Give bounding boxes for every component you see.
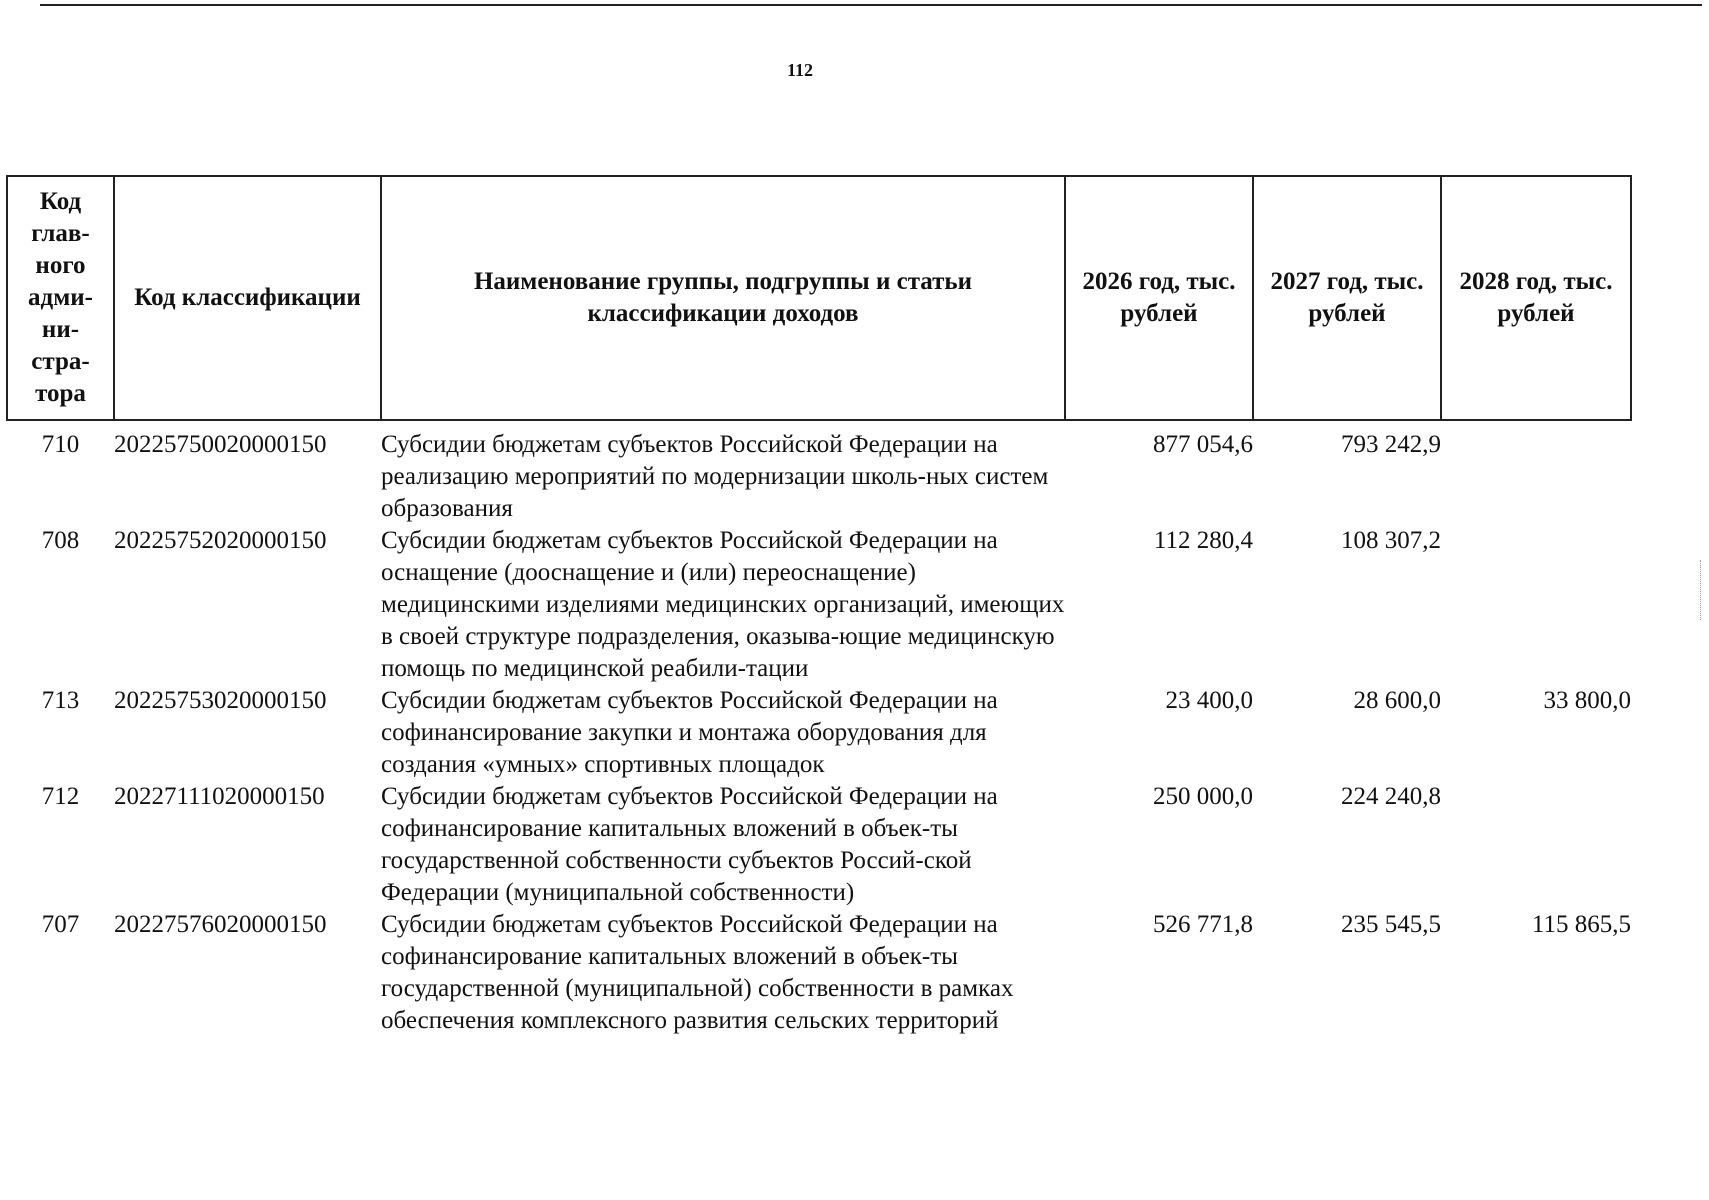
cell-name: Субсидии бюджетам субъектов Российской Федерации на софинансирование капитальных вложений в объек-ты государственной (муниципальной) собственности в рамках обеспечения комплексного развития сельских территорий [381,911,1014,1034]
cell-admin: 708 [41,527,80,554]
cell-2026: 877 054,6 [1153,431,1253,458]
cell-2027: 108 307,2 [1341,527,1441,554]
cell-2028 [1441,525,1631,685]
revenue-table [6,175,1632,1037]
cell-2026: 526 771,8 [1153,911,1253,938]
cell-admin: 713 [41,687,80,714]
header-name: Наименование группы, подгруппы и статьи классификации доходов [381,176,1065,420]
table-row [7,781,1631,909]
cell-2028 [1441,781,1631,909]
cell-2027: 793 242,9 [1341,431,1441,458]
cell-2028: 115 865,5 [1531,911,1631,938]
header-year-2026: 2026 год, тыс. рублей [1065,176,1253,420]
cell-admin: 710 [41,431,80,458]
cell-2027: 235 545,5 [1341,911,1441,938]
table-row [7,525,1631,685]
header-admin-code: Код глав- ного адми- ни- стра- тора [7,176,114,420]
cell-2026: 23 400,0 [1165,687,1253,714]
cell-code: 20225753020000150 [114,687,327,714]
cell-2026: 112 280,4 [1153,527,1253,554]
cell-2026: 250 000,0 [1153,783,1253,810]
page-number: 112 [786,60,813,80]
top-border-rule [40,4,1702,6]
cell-2028: 33 800,0 [1543,687,1631,714]
cell-name: Субсидии бюджетам субъектов Российской Федерации на софинансирование закупки и монтажа оборудования для создания «умных» спортивных площадок [381,687,998,778]
cell-2027: 224 240,8 [1341,783,1441,810]
cell-code: 20227576020000150 [114,911,327,938]
cell-2027: 28 600,0 [1353,687,1441,714]
cell-code: 20227111020000150 [114,783,325,810]
table-header-row [7,176,1631,420]
cell-admin: 707 [41,911,80,938]
cell-code: 20225752020000150 [114,527,327,554]
table-row [7,420,1631,525]
header-year-2027: 2027 год, тыс. рублей [1253,176,1441,420]
cell-2028 [1441,420,1631,525]
cell-admin: 712 [41,783,80,810]
header-classification-code: Код классификации [114,176,381,420]
table-row [7,909,1631,1037]
header-year-2028: 2028 год, тыс. рублей [1441,176,1631,420]
cell-name: Субсидии бюджетам субъектов Российской Федерации на софинансирование капитальных вложений в объек-ты государственной собственности субъектов Россий-ской Федерации (муниципальной собственности) [381,783,998,906]
table-row [7,685,1631,781]
scan-artifact [1700,560,1705,620]
cell-name: Субсидии бюджетам субъектов Российской Федерации на оснащение (дооснащение и (или) переоснащение) медицинскими изделиями медицинских организаций, имеющих в своей структуре подразделения, оказыва-ющие медицинскую помощь по медицинской реабили-тации [381,527,1065,682]
cell-code: 20225750020000150 [114,431,327,458]
cell-name: Субсидии бюджетам субъектов Российской Федерации на реализацию мероприятий по модернизации школь-ных систем образования [381,431,1049,522]
